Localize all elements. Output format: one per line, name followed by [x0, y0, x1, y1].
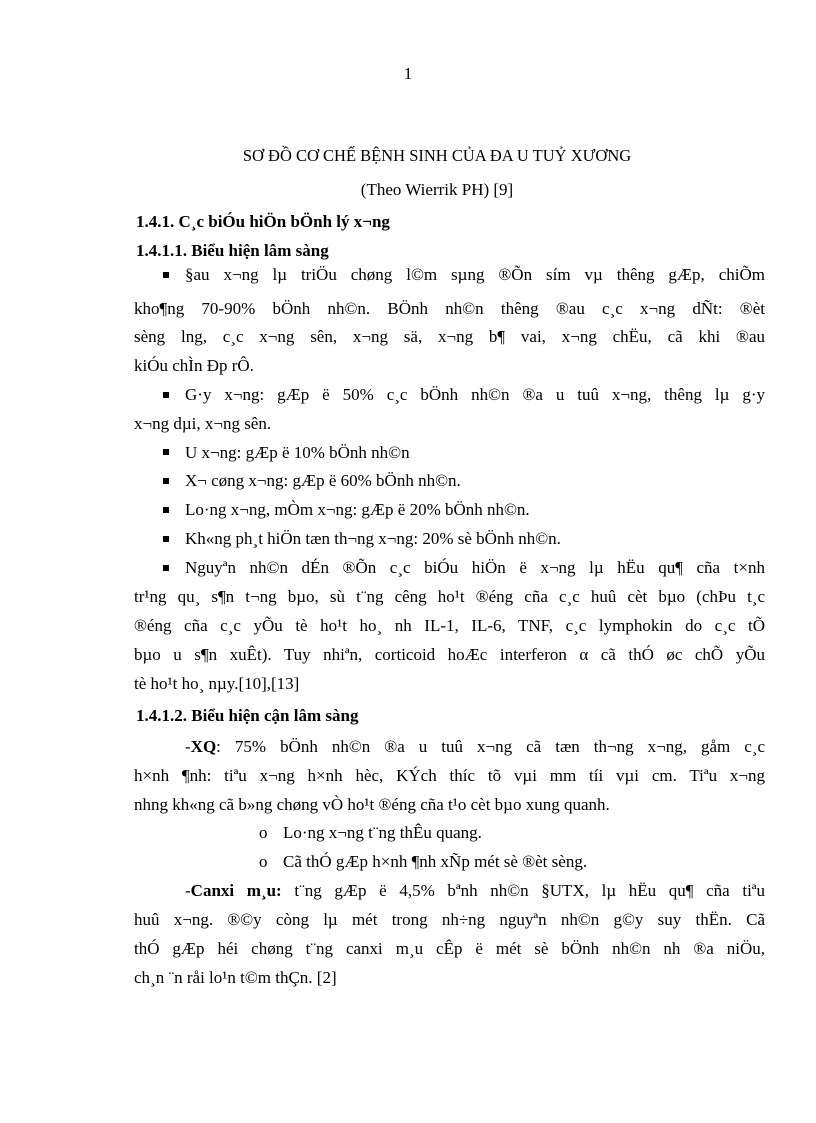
xq-label: XQ	[190, 737, 217, 756]
bullet-7-line-5: tè ho¹t ho¸ nµy.[10],[13]	[134, 674, 300, 693]
section-heading-1-4-1-2: 1.4.1.2. Biểu hiện cận lâm sàng	[136, 706, 359, 725]
bullet-5-line-1: Lo·ng x¬ng, mÒm x¬ng: gÆp ë 20% bÖnh nh©n.	[185, 500, 530, 519]
bullet-2-line-1: G·y x¬ng: gÆp ë 50% c¸c bÖnh nh©n ®a u tuû x¬ng, thêng lµ g·y	[185, 385, 765, 404]
bullet-1-line-4: kiÓu chÌn Ðp rÔ.	[134, 356, 254, 375]
bullet-marker-5	[163, 507, 169, 513]
bullet-marker-7	[163, 565, 169, 571]
page-number: 1	[403, 64, 413, 83]
bullet-1-line-2: kho¶ng 70-90% bÖnh nh©n. BÖnh nh©n thêng ®au c¸c x¬ng dÑt: ®èt	[134, 299, 765, 318]
canxi-label: Canxi m¸u:	[190, 881, 282, 900]
canxi-line-4: ch¸n ¨n råi lo¹n t©m thÇn. [2]	[134, 968, 337, 987]
bullet-1-line-3: sèng lng, c¸c x¬ng sên, x¬ng sä, x¬ng b¶ vai, x¬ng chËu, cã khi ®au	[134, 327, 765, 346]
bullet-marker-4	[163, 478, 169, 484]
bullet-3-line-1: U x¬ng: gÆp ë 10% bÖnh nh©n	[185, 443, 410, 462]
page-title: SƠ ĐỒ CƠ CHẾ BỆNH SINH CỦA ĐA U TUỶ XƯƠNG	[242, 146, 632, 165]
canxi-line-2: huû x¬ng. ®©y còng lµ mét trong nh÷ng nguyªn nh©n g©y suy thËn. Cã	[134, 910, 765, 929]
bullet-marker-1	[163, 272, 169, 278]
section-heading-1-4-1: 1.4.1. C¸c biÓu hiÖn bÖnh lý x¬ng	[136, 212, 390, 231]
circle-bullet-1: o	[259, 823, 268, 842]
xq-line-3: nhng kh«ng cã b»ng chøng vÒ ho¹t ®éng cña t¹o cèt bµo xung quanh.	[134, 795, 610, 814]
bullet-marker-6	[163, 536, 169, 542]
bullet-1-line-1: §au x¬ng lµ triÖu chøng l©m sµng ®Õn sím vµ thêng gÆp, chiÕm	[185, 265, 765, 284]
bullet-7-line-2: tr¹ng qu¸ s¶n t¬ng bµo, sù t¨ng cêng ho¹t ®éng cña c¸c huû cèt bµo (chÞu t¸c	[134, 587, 765, 606]
bullet-marker-3	[163, 449, 169, 455]
section-heading-1-4-1-1: 1.4.1.1. Biểu hiện lâm sàng	[136, 241, 329, 260]
canxi-text-1: t¨ng gÆp ë 4,5% bªnh nh©n §UTX, lµ hËu qu¶ cña tiªu	[281, 881, 765, 900]
bullet-7-line-1: Nguyªn nh©n dÉn ®Õn c¸c biÓu hiÖn ë x¬ng lµ hËu qu¶ cña t×nh	[185, 558, 765, 577]
bullet-marker-2	[163, 392, 169, 398]
xq-text-1: : 75% bÖnh nh©n ®a u tuû x¬ng cã tæn th¬ng x¬ng, gåm c¸c	[216, 737, 765, 756]
bullet-6-line-1: Kh«ng ph¸t hiÖn tæn th¬ng x¬ng: 20% sè bÖnh nh©n.	[185, 529, 561, 548]
xq-line-2: h×nh ¶nh: tiªu x¬ng h×nh hèc, KÝch thíc tõ vµi mm tíi vµi cm. Tiªu x¬ng	[134, 766, 765, 785]
sub-item-2: Cã thÓ gÆp h×nh ¶nh xÑp mét sè ®èt sèng.	[283, 852, 588, 871]
bullet-4-line-1: X¬ cøng x¬ng: gÆp ë 60% bÖnh nh©n.	[185, 471, 461, 490]
circle-bullet-2: o	[259, 852, 268, 871]
page-subtitle: (Theo Wierrik PH) [9]	[360, 180, 514, 199]
canxi-line-3: thÓ gÆp héi chøng t¨ng canxi m¸u cÊp ë mét sè bÖnh nh©n nh ®a niÖu,	[134, 939, 765, 958]
canxi-line-1: -Canxi m¸u: t¨ng gÆp ë 4,5% bªnh nh©n §UTX, lµ hËu qu¶ cña tiªu	[185, 881, 765, 900]
bullet-2-line-2: x¬ng dµi, x¬ng sên.	[134, 414, 272, 433]
bullet-7-line-3: ®éng cña c¸c yÕu tè ho¹t ho¸ nh IL-1, IL-6, TNF, c¸c lymphokin do c¸c tÕ	[134, 616, 765, 635]
bullet-7-line-4: bµo u s¶n xuÊt). Tuy nhiªn, corticoid hoÆc interferon α cã thÓ øc chÕ yÕu	[134, 645, 765, 664]
xq-line-1: -XQ: 75% bÖnh nh©n ®a u tuû x¬ng cã tæn th¬ng x¬ng, gåm c¸c	[185, 737, 765, 756]
sub-item-1: Lo·ng x¬ng t¨ng thÊu quang.	[283, 823, 482, 842]
